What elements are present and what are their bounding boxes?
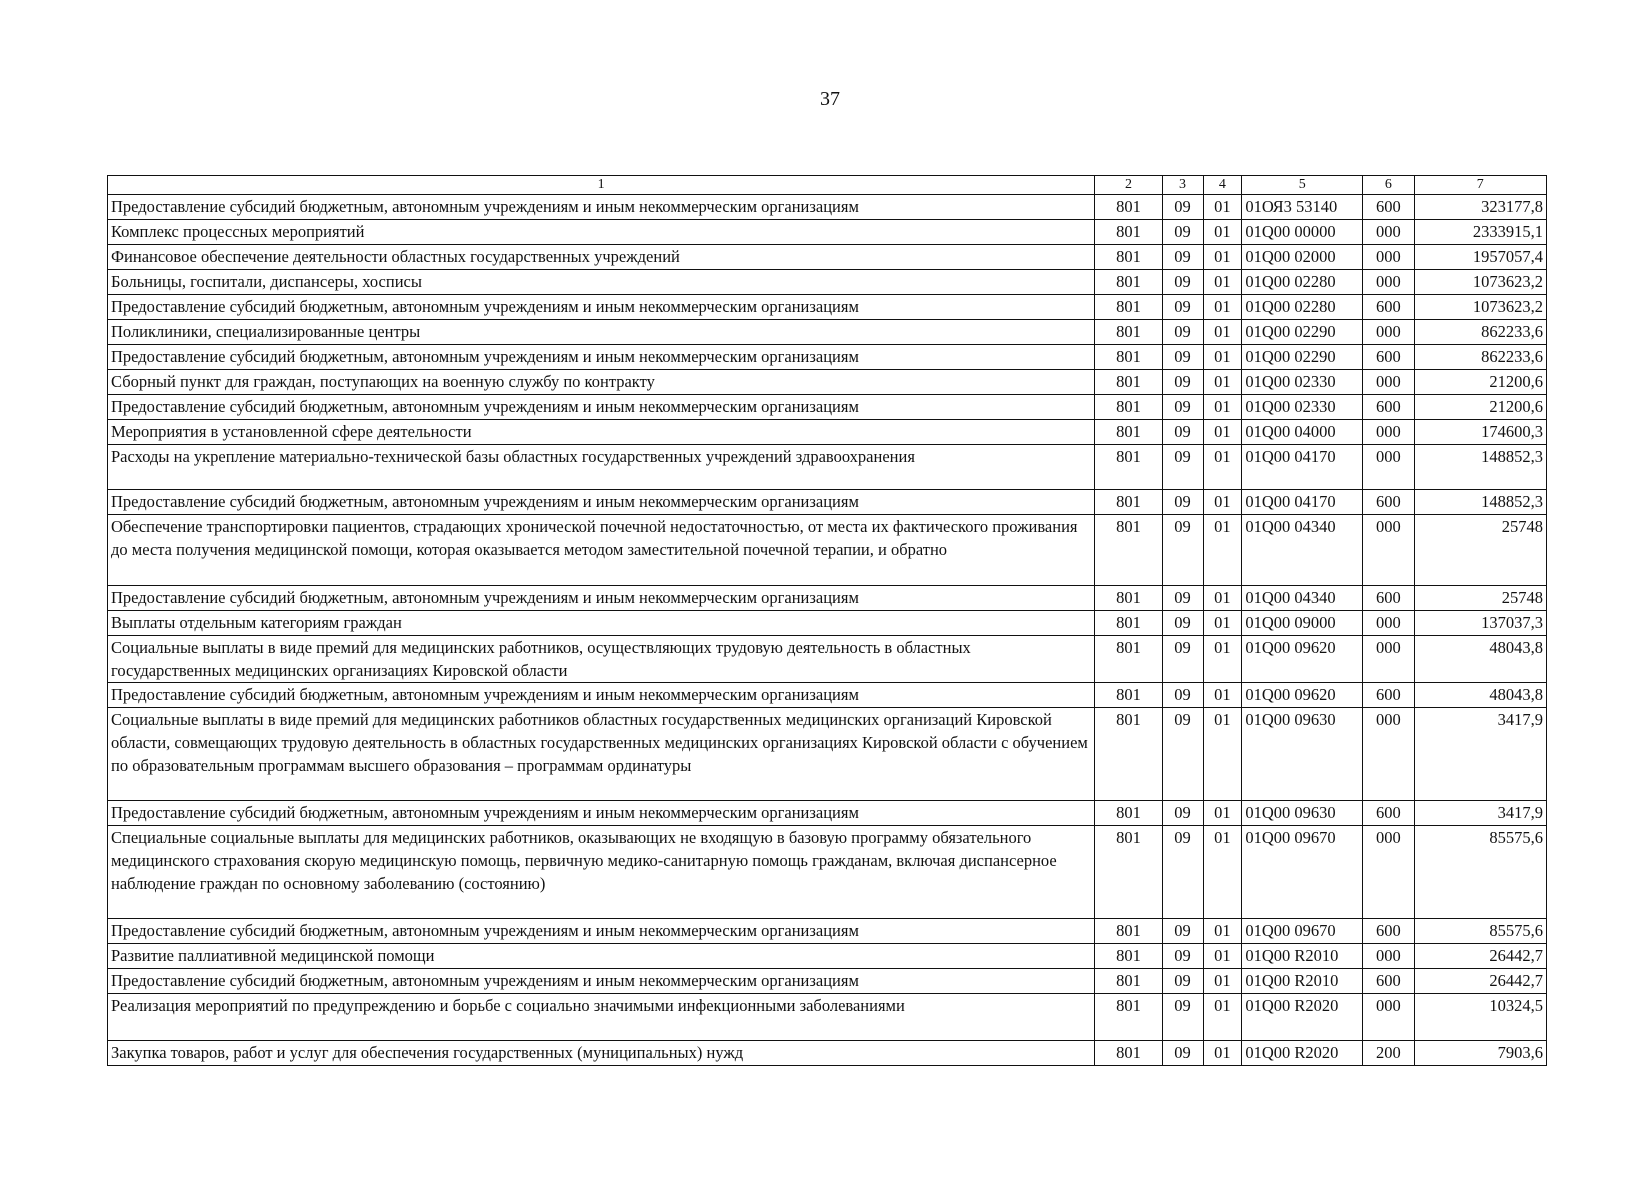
row-name: Комплекс процессных мероприятий (108, 220, 1095, 245)
row-rz: 09 (1162, 969, 1203, 994)
row-vr: 000 (1363, 944, 1414, 969)
table-row (108, 270, 1547, 295)
row-target: 01Q00 00000 (1242, 220, 1363, 245)
row-rz: 09 (1162, 195, 1203, 220)
row-name: Предоставление субсидий бюджетным, автономным учреждениям и иным некоммерческим организациям (108, 345, 1095, 370)
row-ved: 801 (1095, 515, 1162, 586)
row-rz: 09 (1162, 683, 1203, 708)
row-target: 01Q00 04340 (1242, 515, 1363, 586)
row-target: 01Q00 09630 (1242, 801, 1363, 826)
row-name: Больницы, госпитали, диспансеры, хосписы (108, 270, 1095, 295)
row-ved: 801 (1095, 1041, 1162, 1066)
row-ved: 801 (1095, 345, 1162, 370)
row-sum: 21200,6 (1414, 370, 1546, 395)
row-rz: 09 (1162, 611, 1203, 636)
table-row (108, 295, 1547, 320)
table-row (108, 919, 1547, 944)
row-vr: 600 (1363, 195, 1414, 220)
row-sum: 862233,6 (1414, 345, 1546, 370)
row-pr: 01 (1203, 270, 1242, 295)
row-name: Предоставление субсидий бюджетным, автономным учреждениям и иным некоммерческим организациям (108, 969, 1095, 994)
table-row (108, 1041, 1547, 1066)
row-vr: 600 (1363, 919, 1414, 944)
row-target: 01Q00 R2020 (1242, 994, 1363, 1041)
row-sum: 10324,5 (1414, 994, 1546, 1041)
row-target: 01Q00 09620 (1242, 636, 1363, 683)
row-name: Предоставление субсидий бюджетным, автономным учреждениям и иным некоммерческим организациям (108, 919, 1095, 944)
row-vr: 000 (1363, 826, 1414, 919)
table-row (108, 611, 1547, 636)
row-ved: 801 (1095, 826, 1162, 919)
header-col-3: 3 (1162, 176, 1203, 195)
row-target: 01Q00 R2020 (1242, 1041, 1363, 1066)
row-target: 01Q00 02280 (1242, 270, 1363, 295)
row-ved: 801 (1095, 395, 1162, 420)
row-sum: 25748 (1414, 515, 1546, 586)
table-row (108, 586, 1547, 611)
row-pr: 01 (1203, 611, 1242, 636)
row-rz: 09 (1162, 586, 1203, 611)
row-ved: 801 (1095, 245, 1162, 270)
row-target: 01Q00 02330 (1242, 370, 1363, 395)
row-name: Предоставление субсидий бюджетным, автономным учреждениям и иным некоммерческим организациям (108, 490, 1095, 515)
table-row (108, 994, 1547, 1041)
budget-table (107, 175, 1547, 1066)
row-ved: 801 (1095, 801, 1162, 826)
row-sum: 25748 (1414, 586, 1546, 611)
row-rz: 09 (1162, 994, 1203, 1041)
row-rz: 09 (1162, 636, 1203, 683)
row-ved: 801 (1095, 708, 1162, 801)
row-ved: 801 (1095, 270, 1162, 295)
table-row (108, 708, 1547, 801)
page-number: 37 (820, 88, 840, 110)
row-name: Социальные выплаты в виде премий для медицинских работников областных государственных медицинских организаций Кировской области, совмещающих трудовую деятельность в областных государственных медицинских организациях Кировской области с обучением по образовательным программам высшего образования – программам ординатуры (108, 708, 1095, 801)
row-name: Расходы на укрепление материально-технической базы областных государственных учреждений здравоохранения (108, 445, 1095, 490)
row-pr: 01 (1203, 683, 1242, 708)
row-sum: 48043,8 (1414, 636, 1546, 683)
row-pr: 01 (1203, 320, 1242, 345)
row-vr: 200 (1363, 1041, 1414, 1066)
row-ved: 801 (1095, 994, 1162, 1041)
table-row (108, 683, 1547, 708)
row-rz: 09 (1162, 515, 1203, 586)
row-rz: 09 (1162, 490, 1203, 515)
row-sum: 862233,6 (1414, 320, 1546, 345)
row-rz: 09 (1162, 826, 1203, 919)
table-row (108, 490, 1547, 515)
row-name: Реализация мероприятий по предупреждению и борьбе с социально значимыми инфекционными заболеваниями (108, 994, 1095, 1041)
row-vr: 000 (1363, 320, 1414, 345)
row-name: Развитие паллиативной медицинской помощи (108, 944, 1095, 969)
row-rz: 09 (1162, 420, 1203, 445)
row-vr: 600 (1363, 683, 1414, 708)
row-vr: 000 (1363, 708, 1414, 801)
row-sum: 1957057,4 (1414, 245, 1546, 270)
row-ved: 801 (1095, 445, 1162, 490)
row-target: 01Q00 09670 (1242, 919, 1363, 944)
row-name: Предоставление субсидий бюджетным, автономным учреждениям и иным некоммерческим организациям (108, 586, 1095, 611)
table-row (108, 515, 1547, 586)
row-ved: 801 (1095, 944, 1162, 969)
row-target: 01Q00 R2010 (1242, 969, 1363, 994)
row-pr: 01 (1203, 826, 1242, 919)
row-ved: 801 (1095, 320, 1162, 345)
header-col-2: 2 (1095, 176, 1162, 195)
row-name: Финансовое обеспечение деятельности областных государственных учреждений (108, 245, 1095, 270)
row-target: 01Q00 02330 (1242, 395, 1363, 420)
table-row (108, 636, 1547, 683)
row-ved: 801 (1095, 919, 1162, 944)
row-name: Предоставление субсидий бюджетным, автономным учреждениям и иным некоммерческим организациям (108, 801, 1095, 826)
row-vr: 000 (1363, 515, 1414, 586)
header-col-6: 6 (1363, 176, 1414, 195)
row-pr: 01 (1203, 445, 1242, 490)
table-row (108, 944, 1547, 969)
row-name: Мероприятия в установленной сфере деятельности (108, 420, 1095, 445)
row-sum: 21200,6 (1414, 395, 1546, 420)
row-target: 01Q00 02290 (1242, 320, 1363, 345)
row-sum: 48043,8 (1414, 683, 1546, 708)
row-ved: 801 (1095, 195, 1162, 220)
row-ved: 801 (1095, 295, 1162, 320)
table-row (108, 195, 1547, 220)
row-name: Специальные социальные выплаты для медицинских работников, оказывающих не входящую в базовую программу обязательного медицинского страхования скорую медицинскую помощь, первичную медико-санитарную помощь гражданам, включая диспансерное наблюдение граждан по основному заболеванию (состоянию) (108, 826, 1095, 919)
row-rz: 09 (1162, 370, 1203, 395)
row-rz: 09 (1162, 395, 1203, 420)
row-pr: 01 (1203, 295, 1242, 320)
row-vr: 600 (1363, 295, 1414, 320)
row-rz: 09 (1162, 270, 1203, 295)
row-rz: 09 (1162, 445, 1203, 490)
table-row (108, 420, 1547, 445)
row-vr: 000 (1363, 445, 1414, 490)
row-target: 01Q00 02000 (1242, 245, 1363, 270)
row-ved: 801 (1095, 220, 1162, 245)
row-vr: 000 (1363, 245, 1414, 270)
table-row (108, 345, 1547, 370)
table-row (108, 801, 1547, 826)
row-name: Закупка товаров, работ и услуг для обеспечения государственных (муниципальных) нужд (108, 1041, 1095, 1066)
row-name: Предоставление субсидий бюджетным, автономным учреждениям и иным некоммерческим организациям (108, 295, 1095, 320)
row-ved: 801 (1095, 420, 1162, 445)
row-sum: 3417,9 (1414, 801, 1546, 826)
row-target: 01Q00 02290 (1242, 345, 1363, 370)
row-target: 01ОЯ3 53140 (1242, 195, 1363, 220)
row-vr: 600 (1363, 586, 1414, 611)
row-vr: 000 (1363, 994, 1414, 1041)
row-sum: 174600,3 (1414, 420, 1546, 445)
row-sum: 26442,7 (1414, 944, 1546, 969)
row-rz: 09 (1162, 944, 1203, 969)
table-row (108, 826, 1547, 919)
row-target: 01Q00 09000 (1242, 611, 1363, 636)
table-row (108, 969, 1547, 994)
row-name: Предоставление субсидий бюджетным, автономным учреждениям и иным некоммерческим организациям (108, 195, 1095, 220)
row-sum: 2333915,1 (1414, 220, 1546, 245)
row-vr: 000 (1363, 220, 1414, 245)
row-ved: 801 (1095, 586, 1162, 611)
row-rz: 09 (1162, 801, 1203, 826)
table-row (108, 220, 1547, 245)
table-row (108, 320, 1547, 345)
row-rz: 09 (1162, 345, 1203, 370)
row-ved: 801 (1095, 969, 1162, 994)
row-pr: 01 (1203, 195, 1242, 220)
row-name: Обеспечение транспортировки пациентов, страдающих хронической почечной недостаточностью, от места их фактического проживания до места получения медицинской помощи, которая оказывается методом заместительной почечной терапии, и обратно (108, 515, 1095, 586)
row-pr: 01 (1203, 220, 1242, 245)
row-sum: 1073623,2 (1414, 295, 1546, 320)
row-pr: 01 (1203, 245, 1242, 270)
table-row (108, 445, 1547, 490)
row-sum: 26442,7 (1414, 969, 1546, 994)
row-sum: 3417,9 (1414, 708, 1546, 801)
row-vr: 600 (1363, 345, 1414, 370)
table-row (108, 370, 1547, 395)
header-col-7: 7 (1414, 176, 1546, 195)
row-pr: 01 (1203, 919, 1242, 944)
row-sum: 148852,3 (1414, 445, 1546, 490)
row-ved: 801 (1095, 683, 1162, 708)
row-target: 01Q00 04340 (1242, 586, 1363, 611)
row-rz: 09 (1162, 320, 1203, 345)
row-rz: 09 (1162, 1041, 1203, 1066)
row-vr: 000 (1363, 370, 1414, 395)
row-ved: 801 (1095, 370, 1162, 395)
row-pr: 01 (1203, 370, 1242, 395)
row-sum: 323177,8 (1414, 195, 1546, 220)
row-target: 01Q00 09630 (1242, 708, 1363, 801)
row-sum: 85575,6 (1414, 919, 1546, 944)
header-col-4: 4 (1203, 176, 1242, 195)
row-vr: 000 (1363, 420, 1414, 445)
row-target: 01Q00 09670 (1242, 826, 1363, 919)
row-target: 01Q00 R2010 (1242, 944, 1363, 969)
row-pr: 01 (1203, 395, 1242, 420)
row-rz: 09 (1162, 245, 1203, 270)
row-vr: 600 (1363, 395, 1414, 420)
table-row (108, 395, 1547, 420)
row-pr: 01 (1203, 490, 1242, 515)
row-vr: 600 (1363, 969, 1414, 994)
row-pr: 01 (1203, 420, 1242, 445)
row-target: 01Q00 04170 (1242, 445, 1363, 490)
row-ved: 801 (1095, 490, 1162, 515)
row-vr: 000 (1363, 611, 1414, 636)
row-name: Сборный пункт для граждан, поступающих на военную службу по контракту (108, 370, 1095, 395)
row-rz: 09 (1162, 220, 1203, 245)
row-name: Поликлиники, специализированные центры (108, 320, 1095, 345)
row-sum: 7903,6 (1414, 1041, 1546, 1066)
row-target: 01Q00 04000 (1242, 420, 1363, 445)
row-target: 01Q00 04170 (1242, 490, 1363, 515)
row-sum: 85575,6 (1414, 826, 1546, 919)
row-ved: 801 (1095, 611, 1162, 636)
row-rz: 09 (1162, 708, 1203, 801)
row-pr: 01 (1203, 1041, 1242, 1066)
row-rz: 09 (1162, 295, 1203, 320)
row-vr: 600 (1363, 801, 1414, 826)
row-target: 01Q00 02280 (1242, 295, 1363, 320)
header-col-5: 5 (1242, 176, 1363, 195)
row-rz: 09 (1162, 919, 1203, 944)
row-sum: 1073623,2 (1414, 270, 1546, 295)
header-col-1: 1 (108, 176, 1095, 195)
header-row (108, 176, 1547, 195)
row-target: 01Q00 09620 (1242, 683, 1363, 708)
row-sum: 148852,3 (1414, 490, 1546, 515)
row-pr: 01 (1203, 636, 1242, 683)
row-pr: 01 (1203, 994, 1242, 1041)
row-vr: 600 (1363, 490, 1414, 515)
row-pr: 01 (1203, 801, 1242, 826)
row-pr: 01 (1203, 345, 1242, 370)
row-name: Выплаты отдельным категориям граждан (108, 611, 1095, 636)
row-vr: 000 (1363, 636, 1414, 683)
row-sum: 137037,3 (1414, 611, 1546, 636)
row-pr: 01 (1203, 944, 1242, 969)
row-pr: 01 (1203, 969, 1242, 994)
row-name: Предоставление субсидий бюджетным, автономным учреждениям и иным некоммерческим организациям (108, 683, 1095, 708)
row-pr: 01 (1203, 586, 1242, 611)
row-ved: 801 (1095, 636, 1162, 683)
row-name: Социальные выплаты в виде премий для медицинских работников, осуществляющих трудовую деятельность в областных государственных медицинских организациях Кировской области (108, 636, 1095, 683)
row-pr: 01 (1203, 515, 1242, 586)
table-row (108, 245, 1547, 270)
row-pr: 01 (1203, 708, 1242, 801)
row-vr: 000 (1363, 270, 1414, 295)
row-name: Предоставление субсидий бюджетным, автономным учреждениям и иным некоммерческим организациям (108, 395, 1095, 420)
